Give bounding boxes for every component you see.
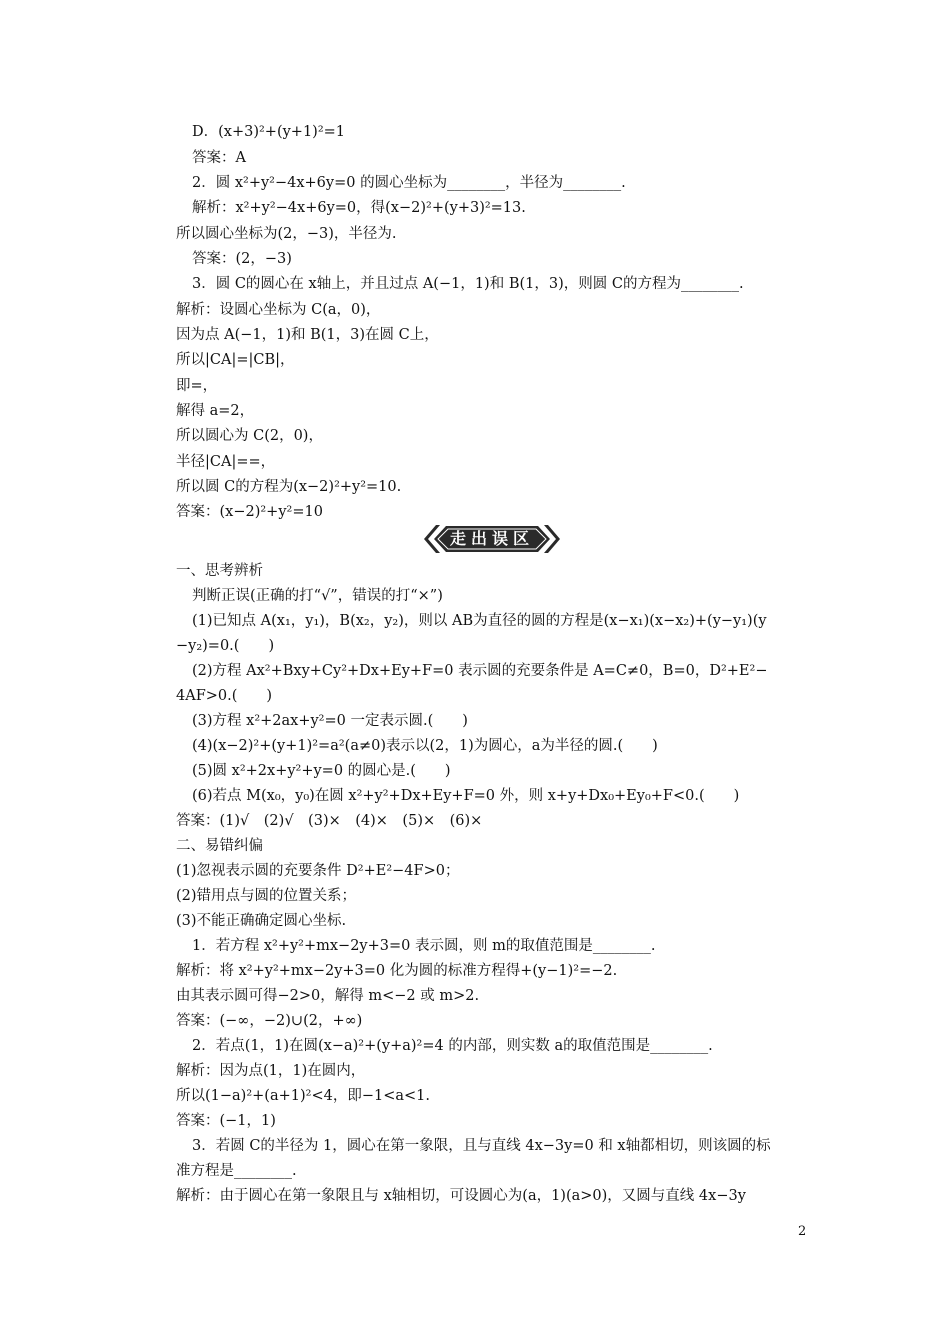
exercise-1-line: 1．若方程 x²+y²+mx−2y+3=0 表示圆，则 m的取值范围是________. xyxy=(192,938,656,954)
exercise-3-cont: 准方程是________. xyxy=(176,1163,297,1179)
exercise-3-line: 3．若圆 C的半径为 1，圆心在第一象限，且与直线 4x−3y=0 和 x轴都相切，则该圆的标 xyxy=(192,1138,771,1154)
analysis-3-cont-2: 所以|CA|=|CB|， xyxy=(176,352,295,368)
exercise-2-analysis-cont: 所以(1−a)²+(a+1)²<4，即−1<a<1. xyxy=(176,1088,430,1104)
option-d-line: D．(x+3)²+(y+1)²=1 xyxy=(192,124,346,140)
analysis-2-cont: 所以圆心坐标为(2，−3)，半径为. xyxy=(176,226,397,242)
judge-1-line: (1)已知点 A(x₁，y₁)，B(x₂，y₂)，则以 AB为直径的圆的方程是(x−x₁)(x−x₂)+(y−y₁)(y xyxy=(192,613,767,629)
exercise-2-line: 2．若点(1，1)在圆(x−a)²+(y+a)²=4 的内部，则实数 a的取值范围是________. xyxy=(192,1038,713,1054)
judge-4-line: (4)(x−2)²+(y+1)²=a²(a≠0)表示以(2，1)为圆心，a为半径的圆.( ) xyxy=(192,738,658,754)
exercise-1-answer: 答案：(−∞，−2)∪(2，+∞) xyxy=(176,1013,363,1029)
judge-3-line: (3)方程 x²+2ax+y²=0 一定表示圆.( ) xyxy=(192,713,468,729)
exercise-1-analysis: 解析：将 x²+y²+mx−2y+3=0 化为圆的标准方程得+(y−1)²=−2. xyxy=(176,963,618,979)
judge-5-line: (5)圆 x²+2x+y²+y=0 的圆心是.( ) xyxy=(192,763,451,779)
analysis-3-line: 解析：设圆心坐标为 C(a，0)， xyxy=(176,302,381,318)
analysis-3-cont-4: 解得 a=2， xyxy=(176,403,255,419)
analysis-3-cont-5: 所以圆心为 C(2，0)， xyxy=(176,428,323,444)
answer-2-line: 答案：(2，−3) xyxy=(192,251,292,267)
judge-2-line: (2)方程 Ax²+Bxy+Cy²+Dx+Ey+F=0 表示圆的充要条件是 A=C≠0，B=0，D²+E²− xyxy=(192,663,768,679)
analysis-3-cont-3: 即=， xyxy=(176,378,218,394)
answer-3-line: 答案：(x−2)²+y²=10 xyxy=(176,504,323,520)
instruction-line: 判断正误(正确的打“√”，错误的打“×”) xyxy=(192,588,443,604)
judge-answer-line: 答案：(1)√ (2)√ (3)× (4)× (5)× (6)× xyxy=(176,813,483,829)
question-2-line: 2．圆 x²+y²−4x+6y=0 的圆心坐标为________，半径为________. xyxy=(192,175,626,191)
exercise-1-analysis-cont: 由其表示圆可得−2>0，解得 m<−2 或 m>2. xyxy=(176,988,480,1004)
exercise-3-analysis: 解析：由于圆心在第一象限且与 x轴相切，可设圆心为(a，1)(a>0)，又圆与直线 4x−3y xyxy=(176,1188,746,1204)
answer-1-line: 答案：A xyxy=(192,150,246,166)
exercise-2-answer: 答案：(−1，1) xyxy=(176,1113,276,1129)
question-3-line: 3．圆 C的圆心在 x轴上，并且过点 A(−1，1)和 B(1，3)，则圆 C的方程为________. xyxy=(192,276,744,292)
section-1-heading: 一、思考辨析 xyxy=(176,563,263,579)
section-banner xyxy=(422,524,562,554)
exercise-2-analysis: 解析：因为点(1，1)在圆内， xyxy=(176,1063,366,1079)
pitfall-2-line: (2)错用点与圆的位置关系； xyxy=(176,888,357,904)
section-2-heading: 二、易错纠偏 xyxy=(176,838,263,854)
analysis-3-cont-7: 所以圆 C的方程为(x−2)²+y²=10. xyxy=(176,479,402,495)
analysis-3-cont-6: 半径|CA|==， xyxy=(176,454,276,470)
analysis-2-line: 解析：x²+y²−4x+6y=0，得(x−2)²+(y+3)²=13. xyxy=(192,200,526,216)
pitfall-3-line: (3)不能正确确定圆心坐标. xyxy=(176,913,347,929)
banner-title: 走出误区 xyxy=(449,529,534,548)
page-number: 2 xyxy=(798,1224,807,1239)
judge-1-cont: −y₂)=0.( ) xyxy=(176,638,275,654)
judge-6-line: (6)若点 M(x₀，y₀)在圆 x²+y²+Dx+Ey+F=0 外，则 x+y+Dx₀+Ey₀+F<0.( ) xyxy=(192,788,740,804)
analysis-3-cont-1: 因为点 A(−1，1)和 B(1，3)在圆 C上， xyxy=(176,327,439,343)
judge-2-cont: 4AF>0.( ) xyxy=(176,688,273,704)
pitfall-1-line: (1)忽视表示圆的充要条件 D²+E²−4F>0； xyxy=(176,863,460,879)
